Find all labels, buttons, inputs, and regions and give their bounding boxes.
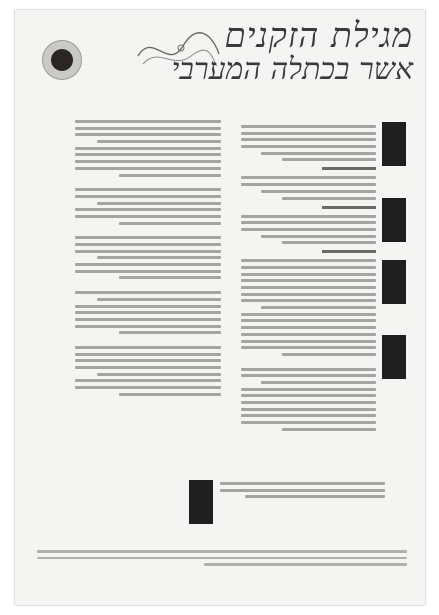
left-paragraph	[75, 346, 221, 396]
drop-cap-5	[189, 480, 213, 524]
right-section	[241, 368, 376, 431]
right-section	[241, 259, 376, 356]
title-block	[113, 18, 413, 90]
left-paragraph	[75, 188, 221, 224]
document-page	[15, 10, 425, 605]
drop-cap-2	[382, 198, 406, 242]
right-column	[241, 125, 376, 434]
left-paragraph	[75, 236, 221, 279]
right-section	[241, 125, 376, 161]
right-section	[241, 176, 376, 199]
seal-core	[51, 49, 73, 71]
drop-cap-3	[382, 260, 406, 304]
right-section	[241, 215, 376, 245]
left-paragraph	[75, 291, 221, 334]
page-title-line-2: אשר בכתלה המערבי	[171, 52, 413, 87]
left-column	[75, 120, 221, 399]
drop-cap-1	[382, 122, 406, 166]
page-title-line-1: מגילת הזקנים	[224, 16, 413, 56]
drop-cap-4	[382, 335, 406, 379]
seal-emblem	[42, 40, 82, 80]
closing-paragraph	[220, 482, 385, 502]
footer-notes	[37, 550, 407, 570]
left-paragraph	[75, 120, 221, 177]
